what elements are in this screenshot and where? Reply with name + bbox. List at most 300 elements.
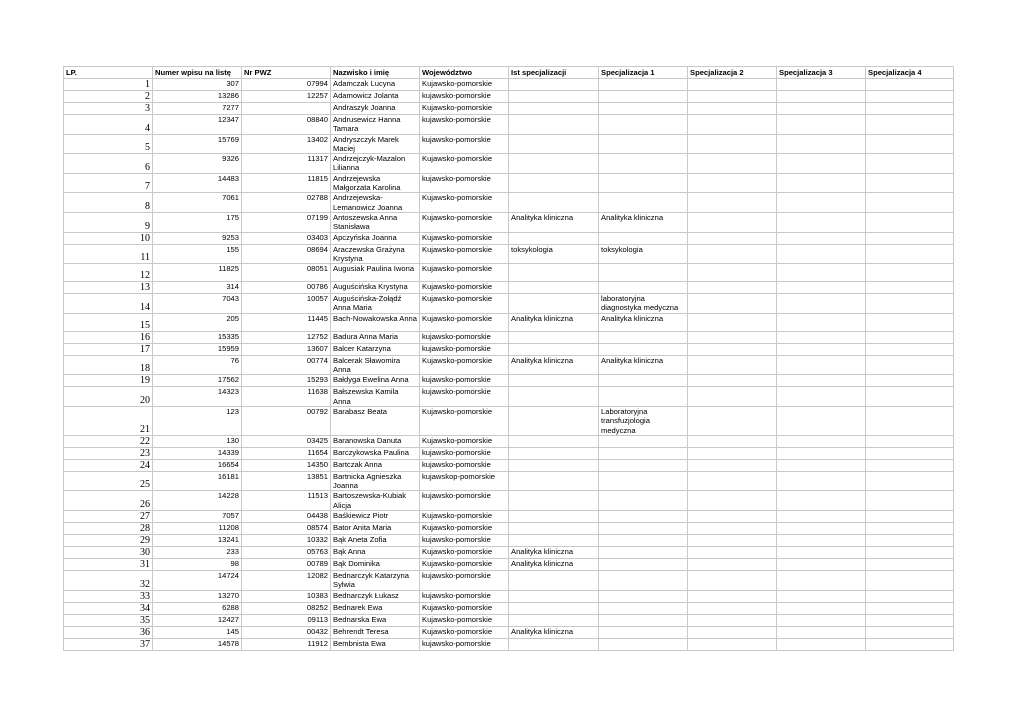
cell-name: Bach-Nowakowska Anna bbox=[331, 313, 420, 331]
cell-nr-wpisu: 11208 bbox=[153, 523, 242, 535]
cell-spec-1: laboratoryjna diagnostyka medyczna bbox=[599, 294, 688, 314]
cell-spec-3 bbox=[777, 193, 866, 213]
cell-spec-2 bbox=[688, 244, 777, 264]
cell-name: Andraszyk Joanna bbox=[331, 103, 420, 115]
cell-spec-1 bbox=[599, 154, 688, 174]
cell-name: Andrusewicz Hanna Tamara bbox=[331, 115, 420, 135]
cell-spec-4 bbox=[866, 435, 954, 447]
cell-lp: 24 bbox=[64, 459, 153, 471]
table-row bbox=[64, 264, 954, 282]
cell-name: Augusiak Paulina Iwona bbox=[331, 264, 420, 282]
cell-spec-2 bbox=[688, 331, 777, 343]
cell-wojewodztwo: Kujawsko-pomorskie bbox=[420, 511, 509, 523]
cell-lp: 4 bbox=[64, 115, 153, 135]
cell-name: Bartoszewska-Kubiak Alicja bbox=[331, 491, 420, 511]
table-row bbox=[64, 91, 954, 103]
cell-spec-3 bbox=[777, 244, 866, 264]
cell-spec-3 bbox=[777, 614, 866, 626]
cell-spec-3 bbox=[777, 103, 866, 115]
cell-spec-1 bbox=[599, 638, 688, 650]
cell-nr-pwz: 07199 bbox=[242, 212, 331, 232]
cell-name: Behrendt Teresa bbox=[331, 626, 420, 638]
cell-spec-2 bbox=[688, 103, 777, 115]
cell-nr-pwz: 00432 bbox=[242, 626, 331, 638]
cell-spec-4 bbox=[866, 547, 954, 559]
cell-spec-3 bbox=[777, 91, 866, 103]
cell-lp: 1 bbox=[64, 79, 153, 91]
cell-spec-2 bbox=[688, 232, 777, 244]
cell-name: Bednarczyk Katarzyna Sylwia bbox=[331, 571, 420, 591]
cell-nr-wpisu: 14483 bbox=[153, 173, 242, 193]
cell-wojewodztwo: Kujawsko-pomorskie bbox=[420, 193, 509, 213]
cell-wojewodztwo: Kujawsko-pomorskie bbox=[420, 355, 509, 375]
cell-spec-1 bbox=[599, 626, 688, 638]
cell-nr-wpisu: 14228 bbox=[153, 491, 242, 511]
cell-ist-spec: Analityka kliniczna bbox=[509, 559, 599, 571]
cell-nr-pwz: 11317 bbox=[242, 154, 331, 174]
cell-spec-3 bbox=[777, 559, 866, 571]
cell-wojewodztwo: kujawsko-pomorskie bbox=[420, 491, 509, 511]
cell-name: Bąk Dominika bbox=[331, 559, 420, 571]
table-row bbox=[64, 282, 954, 294]
cell-spec-4 bbox=[866, 343, 954, 355]
cell-wojewodztwo: Kujawsko-pomorskie bbox=[420, 103, 509, 115]
cell-name: Bembnista Ewa bbox=[331, 638, 420, 650]
cell-nr-wpisu: 14339 bbox=[153, 447, 242, 459]
cell-wojewodztwo: kujawsko-pomorskie bbox=[420, 459, 509, 471]
cell-wojewodztwo: kujawsko-pomorskie bbox=[420, 343, 509, 355]
cell-spec-3 bbox=[777, 79, 866, 91]
cell-spec-1: Analityka kliniczna bbox=[599, 313, 688, 331]
cell-spec-3 bbox=[777, 491, 866, 511]
cell-spec-4 bbox=[866, 115, 954, 135]
cell-nr-wpisu: 7057 bbox=[153, 511, 242, 523]
cell-spec-3 bbox=[777, 523, 866, 535]
cell-nr-pwz: 09113 bbox=[242, 614, 331, 626]
cell-ist-spec bbox=[509, 91, 599, 103]
cell-lp: 9 bbox=[64, 212, 153, 232]
cell-nr-pwz: 08252 bbox=[242, 602, 331, 614]
cell-spec-1: Laboratoryjna transfuzjologia medyczna bbox=[599, 406, 688, 435]
cell-spec-2 bbox=[688, 535, 777, 547]
cell-nr-wpisu: 175 bbox=[153, 212, 242, 232]
table-row bbox=[64, 614, 954, 626]
cell-nr-wpisu: 13286 bbox=[153, 91, 242, 103]
cell-spec-3 bbox=[777, 547, 866, 559]
cell-spec-1 bbox=[599, 571, 688, 591]
cell-wojewodztwo: Kujawsko-pomorskie bbox=[420, 232, 509, 244]
table-row bbox=[64, 387, 954, 407]
cell-ist-spec bbox=[509, 264, 599, 282]
cell-ist-spec bbox=[509, 375, 599, 387]
cell-spec-2 bbox=[688, 115, 777, 135]
cell-lp: 37 bbox=[64, 638, 153, 650]
cell-wojewodztwo: Kujawsko-pomorskie bbox=[420, 282, 509, 294]
cell-wojewodztwo: kujawsko-pomorskie bbox=[420, 115, 509, 135]
cell-spec-4 bbox=[866, 193, 954, 213]
table-row bbox=[64, 491, 954, 511]
cell-spec-2 bbox=[688, 375, 777, 387]
cell-ist-spec bbox=[509, 134, 599, 154]
cell-nr-wpisu: 12427 bbox=[153, 614, 242, 626]
cell-ist-spec bbox=[509, 638, 599, 650]
cell-nr-pwz: 15293 bbox=[242, 375, 331, 387]
cell-nr-wpisu: 7277 bbox=[153, 103, 242, 115]
cell-nr-pwz: 10332 bbox=[242, 535, 331, 547]
cell-name: Andrzejewska-Lemanowicz Joanna bbox=[331, 193, 420, 213]
cell-ist-spec bbox=[509, 387, 599, 407]
table-row bbox=[64, 571, 954, 591]
cell-spec-2 bbox=[688, 435, 777, 447]
cell-spec-2 bbox=[688, 264, 777, 282]
col-header-spec-3: Specjalizacja 3 bbox=[777, 67, 866, 79]
cell-spec-2 bbox=[688, 511, 777, 523]
cell-name: Bąk Anna bbox=[331, 547, 420, 559]
cell-ist-spec bbox=[509, 447, 599, 459]
cell-nr-wpisu: 7061 bbox=[153, 193, 242, 213]
cell-spec-3 bbox=[777, 134, 866, 154]
cell-spec-2 bbox=[688, 154, 777, 174]
cell-spec-3 bbox=[777, 638, 866, 650]
cell-spec-1 bbox=[599, 387, 688, 407]
cell-spec-4 bbox=[866, 331, 954, 343]
table-row bbox=[64, 406, 954, 435]
cell-name: Araczewska Grażyna Krystyna bbox=[331, 244, 420, 264]
cell-spec-1 bbox=[599, 103, 688, 115]
cell-spec-4 bbox=[866, 212, 954, 232]
cell-wojewodztwo: Kujawsko-pomorskie bbox=[420, 264, 509, 282]
cell-nr-wpisu: 123 bbox=[153, 406, 242, 435]
cell-ist-spec bbox=[509, 511, 599, 523]
cell-spec-2 bbox=[688, 638, 777, 650]
cell-spec-1 bbox=[599, 91, 688, 103]
cell-spec-2 bbox=[688, 523, 777, 535]
cell-spec-2 bbox=[688, 91, 777, 103]
cell-lp: 26 bbox=[64, 491, 153, 511]
cell-spec-1 bbox=[599, 232, 688, 244]
cell-spec-4 bbox=[866, 294, 954, 314]
cell-spec-3 bbox=[777, 626, 866, 638]
cell-spec-2 bbox=[688, 447, 777, 459]
cell-lp: 29 bbox=[64, 535, 153, 547]
cell-spec-4 bbox=[866, 79, 954, 91]
cell-wojewodztwo: Kujawsko-pomorskie bbox=[420, 313, 509, 331]
table-row bbox=[64, 154, 954, 174]
cell-nr-wpisu: 14323 bbox=[153, 387, 242, 407]
cell-nr-pwz: 13851 bbox=[242, 471, 331, 491]
cell-wojewodztwo: kujawsko-pomorskie bbox=[420, 590, 509, 602]
cell-ist-spec bbox=[509, 115, 599, 135]
cell-nr-wpisu: 7043 bbox=[153, 294, 242, 314]
cell-nr-pwz: 00786 bbox=[242, 282, 331, 294]
cell-spec-2 bbox=[688, 571, 777, 591]
cell-wojewodztwo: Kujawsko-pomorskie bbox=[420, 559, 509, 571]
cell-spec-3 bbox=[777, 387, 866, 407]
table-row bbox=[64, 79, 954, 91]
cell-name: Bartnicka Agnieszka Joanna bbox=[331, 471, 420, 491]
cell-spec-2 bbox=[688, 212, 777, 232]
cell-spec-3 bbox=[777, 375, 866, 387]
table-row bbox=[64, 115, 954, 135]
cell-spec-4 bbox=[866, 511, 954, 523]
cell-spec-1 bbox=[599, 173, 688, 193]
cell-nr-pwz: 12082 bbox=[242, 571, 331, 591]
cell-spec-1 bbox=[599, 535, 688, 547]
cell-lp: 18 bbox=[64, 355, 153, 375]
cell-lp: 12 bbox=[64, 264, 153, 282]
cell-nr-pwz: 08840 bbox=[242, 115, 331, 135]
cell-nr-wpisu: 314 bbox=[153, 282, 242, 294]
cell-wojewodztwo: Kujawsko-pomorskie bbox=[420, 602, 509, 614]
table-row bbox=[64, 355, 954, 375]
cell-nr-wpisu: 6288 bbox=[153, 602, 242, 614]
cell-spec-1: Analityka kliniczna bbox=[599, 212, 688, 232]
cell-wojewodztwo: Kujawsko-pomorskie bbox=[420, 79, 509, 91]
cell-nr-wpisu: 16181 bbox=[153, 471, 242, 491]
cell-lp: 28 bbox=[64, 523, 153, 535]
cell-spec-1 bbox=[599, 559, 688, 571]
cell-nr-pwz: 05763 bbox=[242, 547, 331, 559]
cell-nr-pwz: 12752 bbox=[242, 331, 331, 343]
cell-spec-2 bbox=[688, 282, 777, 294]
table-row bbox=[64, 103, 954, 115]
cell-spec-1 bbox=[599, 523, 688, 535]
cell-nr-pwz: 08051 bbox=[242, 264, 331, 282]
cell-lp: 6 bbox=[64, 154, 153, 174]
cell-name: Bąk Aneta Zofia bbox=[331, 535, 420, 547]
cell-nr-wpisu: 13241 bbox=[153, 535, 242, 547]
cell-nr-pwz: 04438 bbox=[242, 511, 331, 523]
cell-spec-4 bbox=[866, 471, 954, 491]
cell-spec-2 bbox=[688, 134, 777, 154]
cell-nr-wpisu: 13270 bbox=[153, 590, 242, 602]
cell-name: Bator Anita Maria bbox=[331, 523, 420, 535]
cell-spec-2 bbox=[688, 294, 777, 314]
cell-spec-2 bbox=[688, 193, 777, 213]
cell-spec-2 bbox=[688, 79, 777, 91]
cell-name: Apczyńska Joanna bbox=[331, 232, 420, 244]
cell-ist-spec bbox=[509, 491, 599, 511]
cell-spec-4 bbox=[866, 459, 954, 471]
cell-spec-4 bbox=[866, 387, 954, 407]
table-row bbox=[64, 626, 954, 638]
cell-nr-pwz: 10057 bbox=[242, 294, 331, 314]
cell-spec-3 bbox=[777, 571, 866, 591]
cell-wojewodztwo: kujawskop-pomorskie bbox=[420, 471, 509, 491]
cell-ist-spec: toksykologia bbox=[509, 244, 599, 264]
cell-ist-spec: Analityka kliniczna bbox=[509, 626, 599, 638]
cell-spec-2 bbox=[688, 459, 777, 471]
cell-wojewodztwo: kujawsko-pomorskie bbox=[420, 375, 509, 387]
cell-lp: 30 bbox=[64, 547, 153, 559]
cell-spec-1 bbox=[599, 435, 688, 447]
cell-name: Baśkiewicz Piotr bbox=[331, 511, 420, 523]
cell-spec-2 bbox=[688, 387, 777, 407]
cell-lp: 20 bbox=[64, 387, 153, 407]
cell-name: Balcer Katarzyna bbox=[331, 343, 420, 355]
cell-spec-3 bbox=[777, 602, 866, 614]
cell-lp: 32 bbox=[64, 571, 153, 591]
cell-wojewodztwo: Kujawsko-pomorskie bbox=[420, 244, 509, 264]
cell-nr-pwz: 08694 bbox=[242, 244, 331, 264]
cell-ist-spec bbox=[509, 571, 599, 591]
cell-name: Balcerak Sławomira Anna bbox=[331, 355, 420, 375]
cell-nr-pwz: 07994 bbox=[242, 79, 331, 91]
cell-spec-4 bbox=[866, 103, 954, 115]
cell-spec-3 bbox=[777, 435, 866, 447]
cell-nr-wpisu: 16654 bbox=[153, 459, 242, 471]
cell-lp: 13 bbox=[64, 282, 153, 294]
cell-name: Andrzejczyk-Mazalon Lilianna bbox=[331, 154, 420, 174]
col-header-nr-wpisu: Numer wpisu na listę bbox=[153, 67, 242, 79]
cell-spec-1 bbox=[599, 471, 688, 491]
table-row bbox=[64, 232, 954, 244]
cell-wojewodztwo: kujawsko-pomorskie bbox=[420, 331, 509, 343]
cell-spec-4 bbox=[866, 571, 954, 591]
cell-wojewodztwo: Kujawsko-pomorskie bbox=[420, 212, 509, 232]
cell-lp: 34 bbox=[64, 602, 153, 614]
table-row bbox=[64, 294, 954, 314]
cell-spec-4 bbox=[866, 447, 954, 459]
cell-spec-4 bbox=[866, 491, 954, 511]
cell-spec-4 bbox=[866, 282, 954, 294]
cell-name: Barabasz Beata bbox=[331, 406, 420, 435]
col-header-spec-2: Specjalizacja 2 bbox=[688, 67, 777, 79]
cell-wojewodztwo: Kujawsko-pomorskie bbox=[420, 547, 509, 559]
cell-spec-3 bbox=[777, 535, 866, 547]
cell-nr-wpisu: 307 bbox=[153, 79, 242, 91]
cell-spec-4 bbox=[866, 406, 954, 435]
table-row bbox=[64, 602, 954, 614]
cell-ist-spec bbox=[509, 523, 599, 535]
cell-nr-pwz: 03425 bbox=[242, 435, 331, 447]
cell-spec-1 bbox=[599, 547, 688, 559]
cell-ist-spec bbox=[509, 406, 599, 435]
cell-lp: 3 bbox=[64, 103, 153, 115]
cell-spec-2 bbox=[688, 471, 777, 491]
cell-wojewodztwo: kujawsko-pomorskie bbox=[420, 571, 509, 591]
col-header-lp: LP. bbox=[64, 67, 153, 79]
cell-spec-1 bbox=[599, 602, 688, 614]
cell-spec-4 bbox=[866, 134, 954, 154]
cell-nr-pwz: 03403 bbox=[242, 232, 331, 244]
cell-name: Adamczak Lucyna bbox=[331, 79, 420, 91]
cell-nr-pwz: 11912 bbox=[242, 638, 331, 650]
cell-lp: 27 bbox=[64, 511, 153, 523]
cell-ist-spec bbox=[509, 154, 599, 174]
cell-spec-1 bbox=[599, 264, 688, 282]
cell-nr-wpisu: 76 bbox=[153, 355, 242, 375]
cell-spec-1 bbox=[599, 614, 688, 626]
cell-spec-3 bbox=[777, 355, 866, 375]
cell-spec-3 bbox=[777, 590, 866, 602]
cell-lp: 22 bbox=[64, 435, 153, 447]
col-header-wojewodztwo: Województwo bbox=[420, 67, 509, 79]
cell-spec-4 bbox=[866, 375, 954, 387]
cell-spec-4 bbox=[866, 638, 954, 650]
cell-spec-4 bbox=[866, 590, 954, 602]
cell-wojewodztwo: Kujawsko-pomorskie bbox=[420, 626, 509, 638]
cell-nr-wpisu: 14578 bbox=[153, 638, 242, 650]
cell-spec-3 bbox=[777, 282, 866, 294]
cell-lp: 7 bbox=[64, 173, 153, 193]
cell-nr-wpisu: 15335 bbox=[153, 331, 242, 343]
cell-lp: 25 bbox=[64, 471, 153, 491]
cell-spec-4 bbox=[866, 91, 954, 103]
cell-spec-1 bbox=[599, 343, 688, 355]
cell-spec-1 bbox=[599, 79, 688, 91]
col-header-nr-pwz: Nr PWZ bbox=[242, 67, 331, 79]
table-row bbox=[64, 313, 954, 331]
cell-ist-spec: Analityka kliniczna bbox=[509, 547, 599, 559]
cell-spec-1 bbox=[599, 134, 688, 154]
cell-nr-wpisu: 155 bbox=[153, 244, 242, 264]
cell-nr-pwz: 14350 bbox=[242, 459, 331, 471]
cell-nr-wpisu: 130 bbox=[153, 435, 242, 447]
cell-spec-4 bbox=[866, 626, 954, 638]
cell-ist-spec bbox=[509, 294, 599, 314]
cell-nr-pwz: 00789 bbox=[242, 559, 331, 571]
col-header-ist-spec: Ist specjalizacji bbox=[509, 67, 599, 79]
cell-spec-4 bbox=[866, 264, 954, 282]
cell-nr-wpisu: 12347 bbox=[153, 115, 242, 135]
cell-spec-4 bbox=[866, 614, 954, 626]
cell-lp: 19 bbox=[64, 375, 153, 387]
cell-name: Bednarska Ewa bbox=[331, 614, 420, 626]
cell-nr-pwz: 11445 bbox=[242, 313, 331, 331]
cell-lp: 11 bbox=[64, 244, 153, 264]
cell-spec-3 bbox=[777, 115, 866, 135]
cell-name: Bednarczyk Łukasz bbox=[331, 590, 420, 602]
cell-nr-pwz: 10383 bbox=[242, 590, 331, 602]
cell-spec-3 bbox=[777, 511, 866, 523]
cell-nr-pwz: 11513 bbox=[242, 491, 331, 511]
table-row bbox=[64, 511, 954, 523]
cell-ist-spec bbox=[509, 614, 599, 626]
header-row bbox=[64, 67, 954, 79]
cell-spec-3 bbox=[777, 343, 866, 355]
cell-spec-4 bbox=[866, 244, 954, 264]
cell-wojewodztwo: Kujawsko-pomorskie bbox=[420, 523, 509, 535]
cell-nr-pwz: 08574 bbox=[242, 523, 331, 535]
cell-spec-2 bbox=[688, 590, 777, 602]
table-row bbox=[64, 559, 954, 571]
cell-ist-spec bbox=[509, 602, 599, 614]
table-row bbox=[64, 343, 954, 355]
cell-spec-2 bbox=[688, 559, 777, 571]
cell-spec-2 bbox=[688, 547, 777, 559]
cell-lp: 14 bbox=[64, 294, 153, 314]
cell-spec-1 bbox=[599, 459, 688, 471]
cell-spec-1 bbox=[599, 282, 688, 294]
cell-spec-2 bbox=[688, 355, 777, 375]
cell-lp: 33 bbox=[64, 590, 153, 602]
cell-name: Bartczak Anna bbox=[331, 459, 420, 471]
cell-name: Andryszczyk Marek Maciej bbox=[331, 134, 420, 154]
cell-nr-pwz: 11638 bbox=[242, 387, 331, 407]
table-row bbox=[64, 375, 954, 387]
cell-spec-4 bbox=[866, 313, 954, 331]
cell-name: Antoszewska Anna Stanisława bbox=[331, 212, 420, 232]
cell-spec-3 bbox=[777, 173, 866, 193]
cell-ist-spec bbox=[509, 232, 599, 244]
cell-nr-wpisu: 15959 bbox=[153, 343, 242, 355]
cell-nr-pwz: 11654 bbox=[242, 447, 331, 459]
cell-nr-pwz: 12257 bbox=[242, 91, 331, 103]
cell-nr-pwz: 13402 bbox=[242, 134, 331, 154]
table-row bbox=[64, 471, 954, 491]
cell-nr-wpisu: 9253 bbox=[153, 232, 242, 244]
